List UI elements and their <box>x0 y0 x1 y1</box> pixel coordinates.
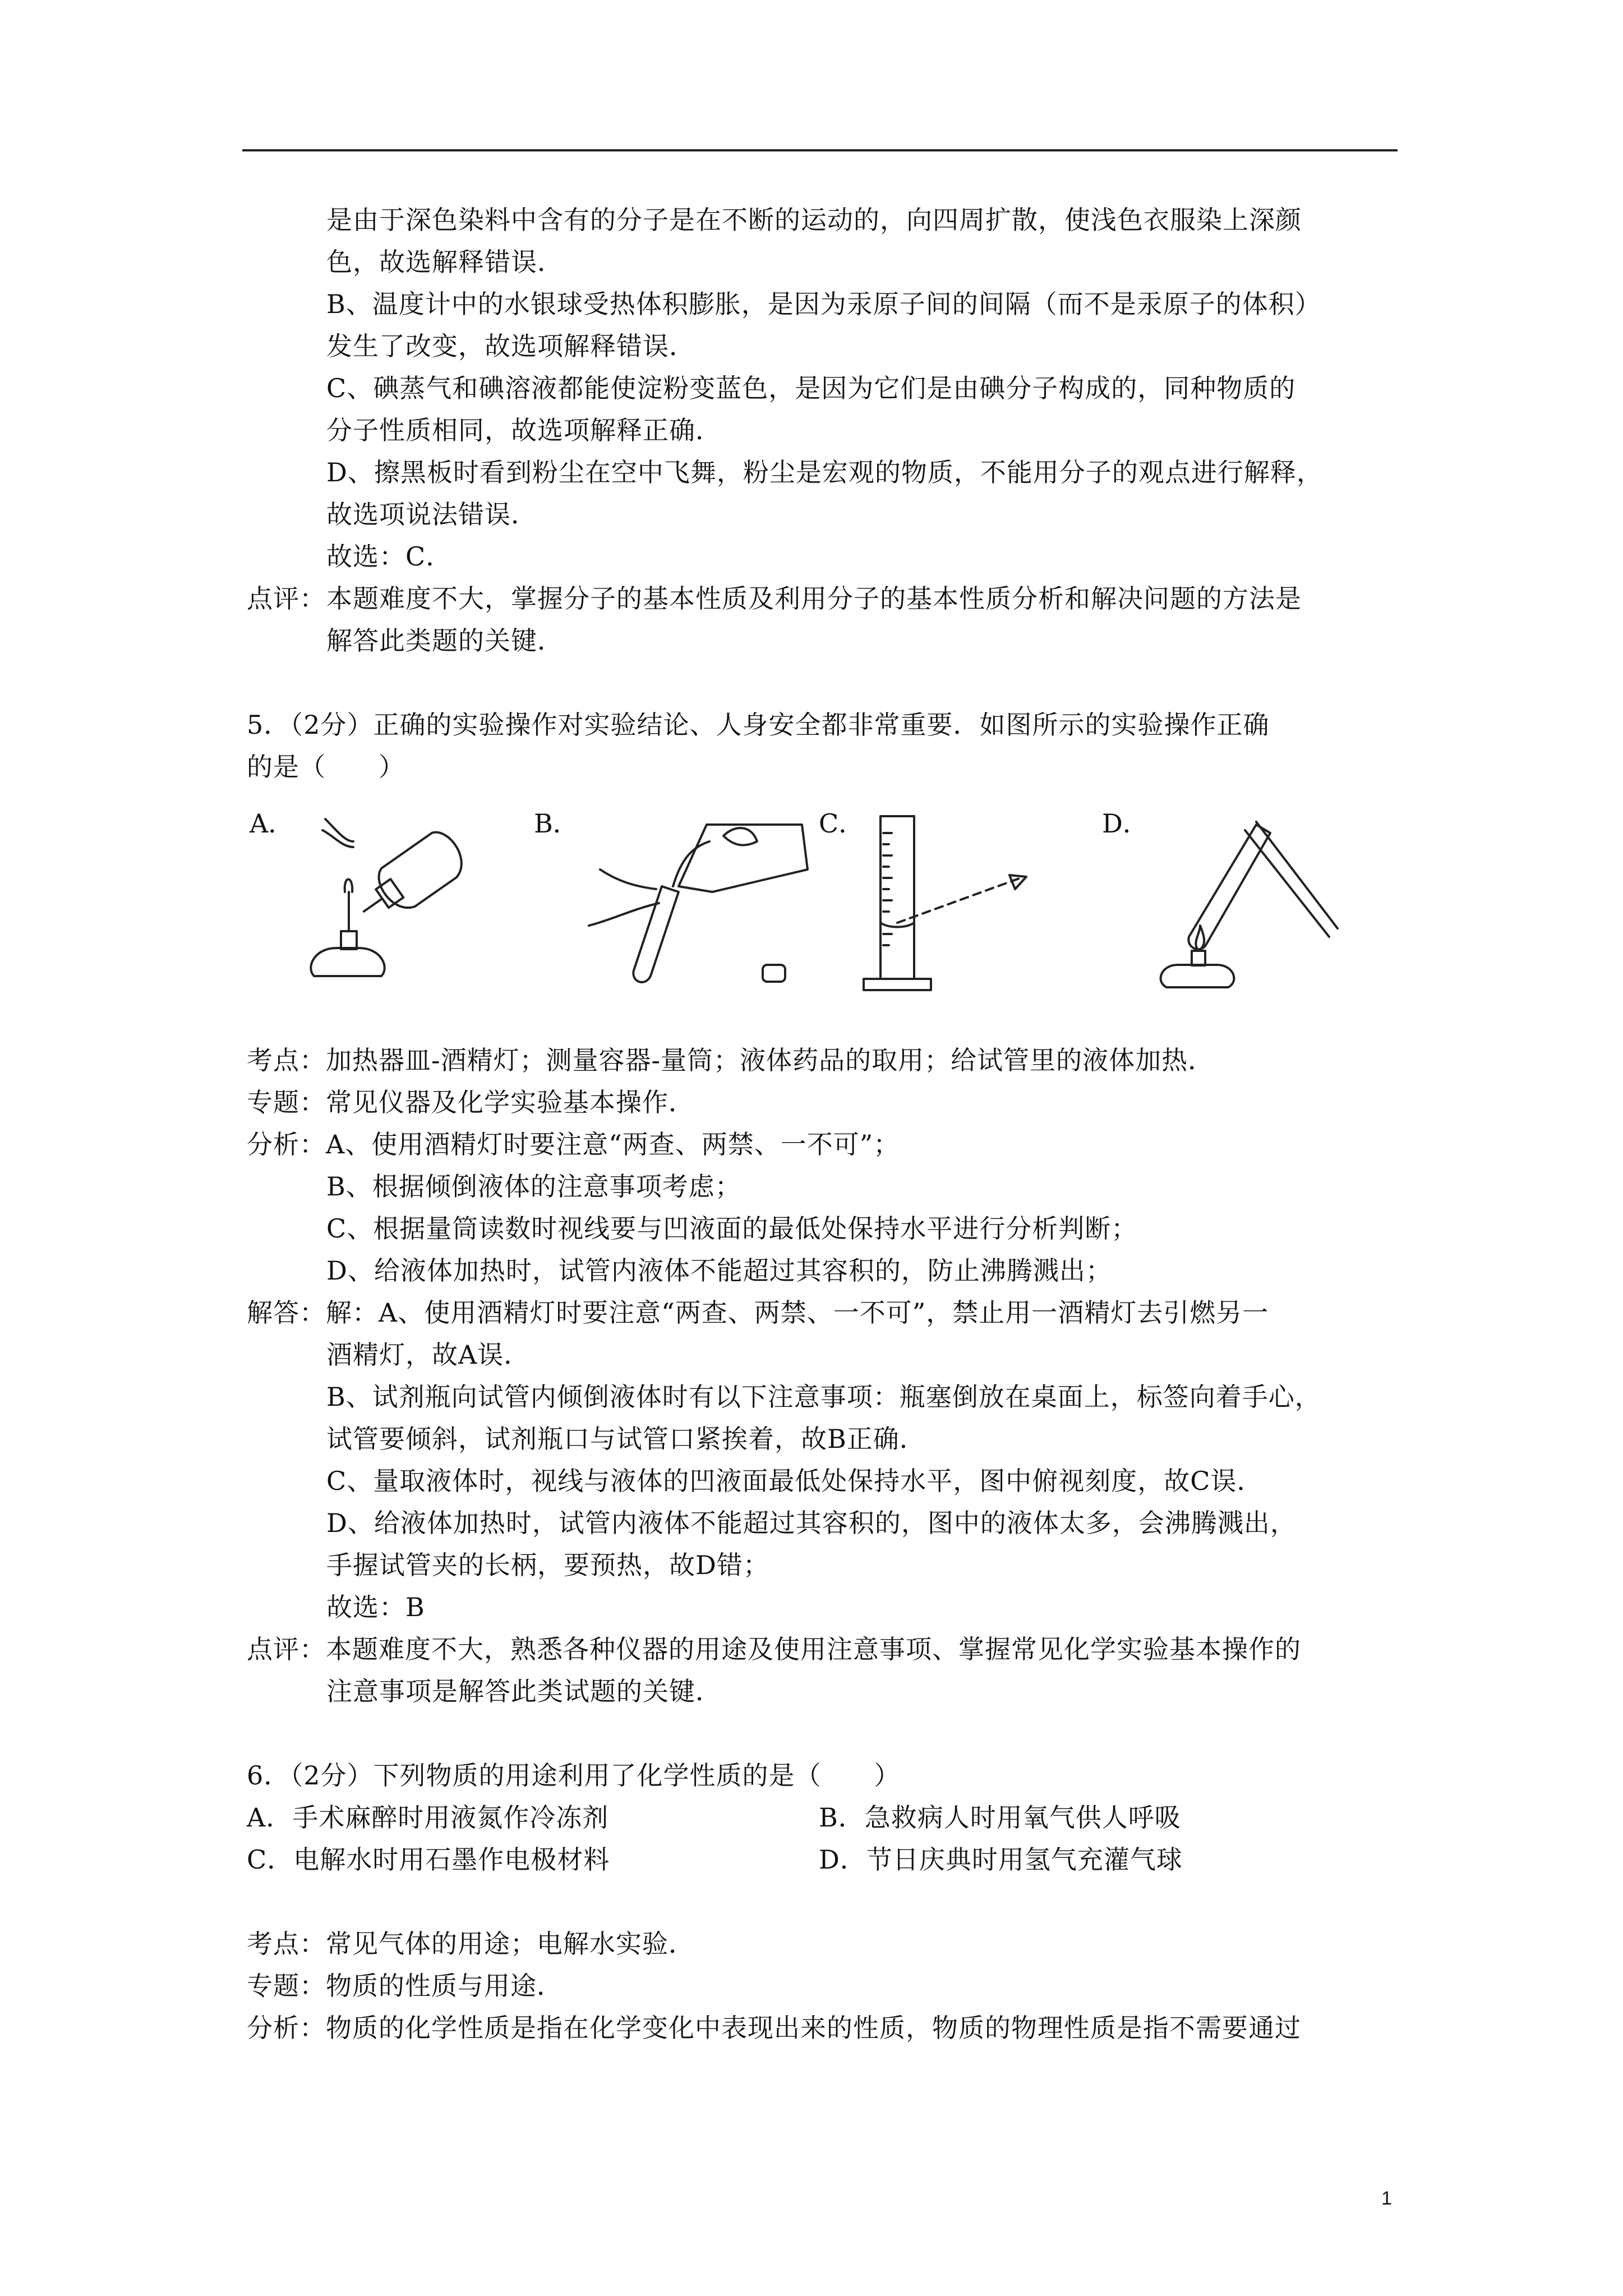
comment-text: 本题难度不大，掌握分子的基本性质及利用分子的基本性质分析和解决问题的方法是 <box>326 583 1302 614</box>
jieda-line: D、给液体加热时，试管内液体不能超过其容积的，图中的液体太多，会沸腾溅出， <box>326 1508 1297 1538</box>
comment-label: 点评： <box>247 583 326 614</box>
option-label-c: C． <box>819 808 865 839</box>
fenxi: 分析：A、使用酒精灯时要注意“两查、两禁、一不可”； <box>247 1129 900 1159</box>
option-a: A．手术麻醉时用液氮作冷冻剂 <box>247 1802 609 1833</box>
text-line: 发生了改变，故选项解释错误． <box>326 331 695 361</box>
fenxi-line: B、根据倾倒液体的注意事项考虑； <box>326 1171 741 1202</box>
jieda-line: 手握试管夹的长柄，要预热，故D错； <box>326 1550 769 1580</box>
figure-d-heating-test-tube <box>1144 808 1357 993</box>
jieda: 解答：解：A、使用酒精灯时要注意“两查、两禁、一不可”，禁止用一酒精灯去引燃另一 <box>247 1297 1269 1328</box>
text-line: 故选项说法错误． <box>326 499 537 530</box>
kaodian: 考点：常见气体的用途；电解水实验． <box>247 1929 695 1959</box>
option-c: C．电解水时用石墨作电极材料 <box>247 1844 610 1875</box>
question-stem: 6．（2分）下列物质的用途利用了化学性质的是（ ） <box>247 1760 901 1791</box>
kaodian: 考点：加热器皿-酒精灯；测量容器-量筒；液体药品的取用；给试管里的液体加热． <box>247 1045 1215 1075</box>
header-rule <box>242 149 1398 151</box>
fenxi-line: C、根据量筒读数时视线要与凹液面的最低处保持水平进行分析判断； <box>326 1213 1138 1244</box>
option-label-b: B． <box>534 808 579 839</box>
text-line: 分子性质相同，故选项解释正确． <box>326 415 722 445</box>
jieda-line: C、量取液体时，视线与液体的凹液面最低处保持水平，图中俯视刻度，故C误． <box>326 1466 1264 1496</box>
text-line: 色，故选解释错误． <box>326 247 564 277</box>
dianping-line: 注意事项是解答此类试题的关键． <box>326 1676 722 1706</box>
fenxi: 分析：物质的化学性质是指在化学变化中表现出来的性质，物质的物理性质是指不需要通过 <box>247 2013 1301 2043</box>
jieda-line: 酒精灯，故A误． <box>326 1340 531 1370</box>
question-stem: 的是（ ） <box>247 752 405 782</box>
question-stem: 5．（2分）正确的实验操作对实验结论、人身安全都非常重要．如图所示的实验操作正确 <box>247 710 1270 740</box>
dianping: 点评：本题难度不大，熟悉各种仪器的用途及使用注意事项、掌握常见化学实验基本操作的 <box>247 1634 1301 1664</box>
figure-b-pouring-liquid <box>566 802 813 993</box>
fenxi-line: D、给液体加热时，试管内液体不能超过其容积的，防止沸腾溅出； <box>326 1255 1112 1286</box>
comment-text: 解答此类题的关键． <box>326 625 564 656</box>
figure-a-alcohol-lamps <box>292 808 505 987</box>
text-line: C、碘蒸气和碘溶液都能使淀粉变蓝色，是因为它们是由碘分子构成的，同种物质的 <box>326 373 1296 403</box>
jieda-line: B、试剂瓶向试管内倾倒液体时有以下注意事项：瓶塞倒放在桌面上，标签向着手心， <box>326 1382 1321 1412</box>
page-number: 1 <box>1381 2188 1392 2209</box>
zhuanti: 专题：常见仪器及化学实验基本操作． <box>247 1087 695 1117</box>
option-label-a: A． <box>250 808 294 839</box>
jieda-line: 试管要倾斜，试剂瓶口与试管口紧挨着，故B正确． <box>326 1424 926 1454</box>
figure-c-graduated-cylinder <box>858 811 1038 996</box>
jieda-line: 故选：B <box>326 1592 425 1622</box>
text-line: 故选：C． <box>326 541 453 572</box>
text-line: B、温度计中的水银球受热体积膨胀，是因为汞原子间的间隔（而不是汞原子的体积） <box>326 289 1321 319</box>
text-line: D、擦黑板时看到粉尘在空中飞舞，粉尘是宏观的物质，不能用分子的观点进行解释， <box>326 457 1323 487</box>
option-label-d: D． <box>1102 808 1149 839</box>
option-d: D．节日庆典时用氢气充灌气球 <box>819 1844 1183 1875</box>
option-b: B．急救病人时用氧气供人呼吸 <box>819 1802 1181 1833</box>
text-line: 是由于深色染料中含有的分子是在不断的运动的，向四周扩散，使浅色衣服染上深颜 <box>326 205 1302 235</box>
zhuanti: 专题：物质的性质与用途． <box>247 1971 563 2001</box>
